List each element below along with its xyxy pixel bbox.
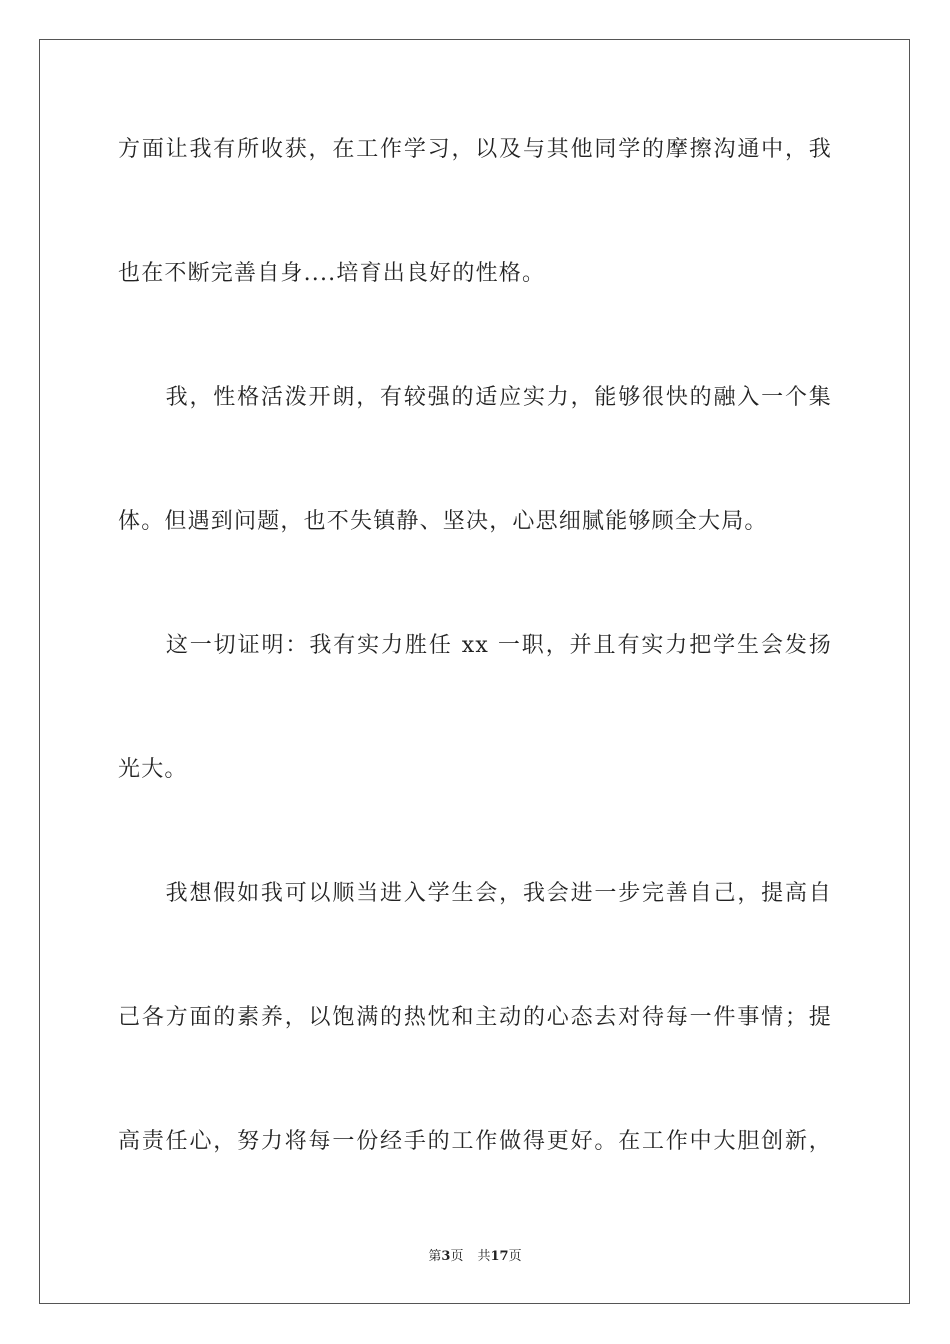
body-line-8: 己各方面的素养，以饱满的热忱和主动的心态去对待每一件事情；提 [118, 1005, 832, 1030]
footer-total-pages: 17 [490, 1249, 509, 1264]
body-line-6: 光大。 [118, 757, 188, 782]
body-line-9: 高责任心，努力将每一份经手的工作做得更好。在工作中大胆创新， [118, 1129, 832, 1154]
page-border [39, 39, 910, 1304]
body-line-2: 也在不断完善自身....培育出良好的性格。 [118, 261, 546, 286]
footer-total-suffix: 页 [508, 1249, 522, 1264]
body-line-1: 方面让我有所收获，在工作学习，以及与其他同学的摩擦沟通中，我 [118, 137, 832, 162]
footer-page-prefix: 第 [428, 1249, 442, 1264]
body-line-4: 体。但遇到问题，也不失镇静、坚决，心思细腻能够顾全大局。 [118, 509, 768, 534]
body-line-5: 这一切证明：我有实力胜任 xx 一职，并且有实力把学生会发扬 [118, 633, 832, 658]
body-line-3: 我，性格活泼开朗，有较强的适应实力，能够很快的融入一个集 [118, 385, 832, 410]
body-line-7: 我想假如我可以顺当进入学生会，我会进一步完善自己，提高自 [118, 881, 832, 906]
footer-page-suffix: 页 [450, 1249, 464, 1264]
footer-page-number: 3 [441, 1249, 451, 1264]
page-footer [0, 1248, 950, 1266]
footer-total-prefix: 共 [477, 1249, 491, 1264]
